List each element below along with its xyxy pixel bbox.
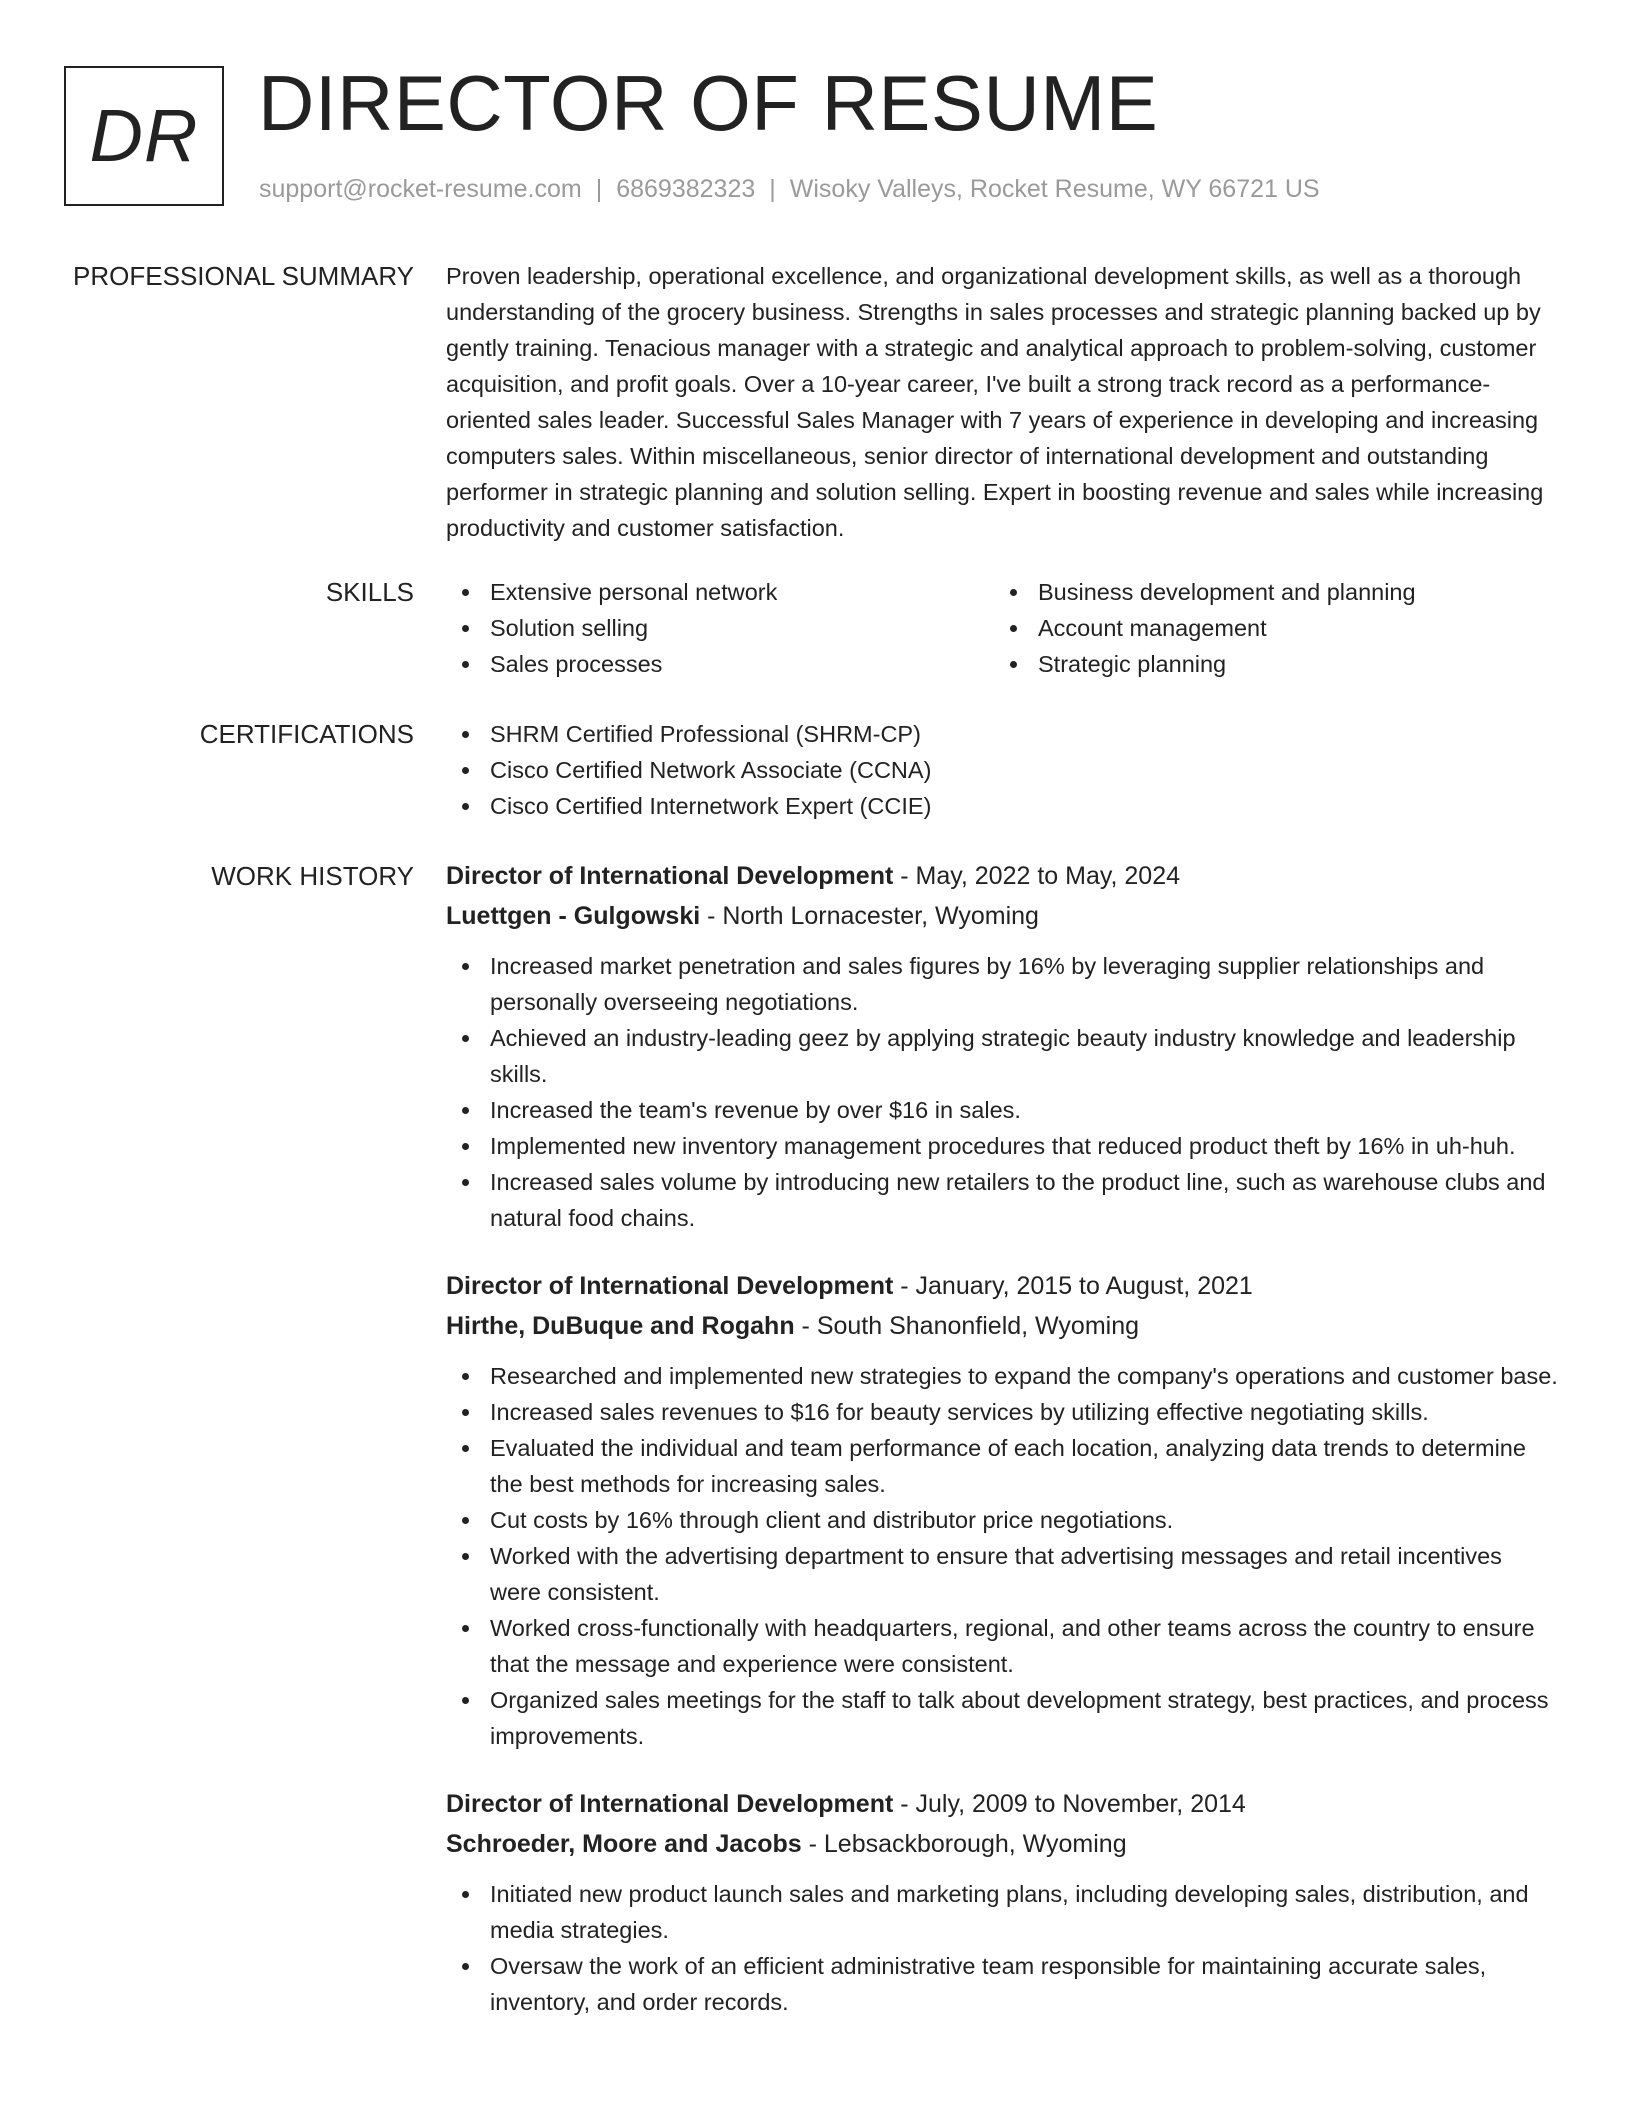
job-company: Luettgen - Gulgowski [446,902,701,930]
contact-address: Wisoky Valleys, Rocket Resume, WY 66721 US [789,175,1320,203]
job-bullet: Worked with the advertising department to ensure that advertising messages and retail incentives were consistent. [446,1538,1558,1610]
contact-separator: | [769,175,776,203]
certification-item: SHRM Certified Professional (SHRM-CP) [446,716,1558,752]
skills-body [446,574,1558,682]
job-bullets [446,948,1558,1236]
job-location: - Lebsackborough, Wyoming [801,1830,1127,1858]
job-entry [446,856,1558,1236]
summary-body [446,258,1558,546]
job-bullet: Initiated new product launch sales and marketing plans, including developing sales, distribution, and media strategies. [446,1876,1558,1948]
job-bullet: Worked cross-functionally with headquarters, regional, and other teams across the country to ensure that the message and experience were consistent. [446,1610,1558,1682]
job-location: - South Shanonfield, Wyoming [794,1312,1140,1340]
job-dates: - May, 2022 to May, 2024 [893,862,1181,890]
job-bullet: Organized sales meetings for the staff to talk about development strategy, best practices, and process improvements. [446,1682,1558,1754]
job-bullets [446,1358,1558,1754]
job-title: Director of International Development [446,862,894,890]
job-entry [446,1784,1558,2020]
job-bullet: Increased sales revenues to $16 for beauty services by utilizing effective negotiating skills. [446,1394,1558,1430]
job-bullets [446,1876,1558,2020]
job-bullet: Evaluated the individual and team performance of each location, analyzing data trends to determine the best methods for increasing sales. [446,1430,1558,1502]
contact-phone: 6869382323 [616,175,756,203]
certifications-heading: CERTIFICATIONS [199,719,414,749]
job-title-line [446,1266,1558,1306]
job-bullet: Achieved an industry-leading geez by applying strategic beauty industry knowledge and leadership skills. [446,1020,1558,1092]
skills-list-left [446,574,994,682]
job-bullet: Increased market penetration and sales figures by 16% by leveraging supplier relationships and personally overseeing negotiations. [446,948,1558,1020]
certification-item: Cisco Certified Network Associate (CCNA) [446,752,1558,788]
certification-item: Cisco Certified Internetwork Expert (CCIE) [446,788,1558,824]
job-title-line [446,856,1558,896]
skills-list-right [994,574,1542,682]
job-company-line [446,1306,1558,1346]
skills-column-left [446,574,994,682]
contact-line [259,172,1320,206]
certifications-body [446,716,1558,824]
skills-column-right [994,574,1542,682]
job-bullet: Increased sales volume by introducing new retailers to the product line, such as warehouse clubs and natural food chains. [446,1164,1558,1236]
job-dates: - July, 2009 to November, 2014 [893,1790,1246,1818]
work-history-heading: WORK HISTORY [211,861,414,891]
summary-text: Proven leadership, operational excellence, and organizational development skills, as well as a thorough understanding of the grocery business. Strengths in sales processes and strategic planning backed up by gently training. Tenacious manager with a strategic and analytical approach to problem-solving, customer acquisition, and profit goals. Over a 10-year career, I've built a strong track record as a performance-oriented sales leader. Successful Sales Manager with 7 years of experience in developing and increasing computers sales. Within miscellaneous, senior director of international development and outstanding performer in strategic planning and solution selling. Expert in boosting revenue and sales while increasing productivity and customer satisfaction. [446,263,1544,541]
certifications-list [446,716,1558,824]
monogram-initials: DR [89,94,199,177]
skill-item: Strategic planning [994,646,1542,682]
job-title-line [446,1784,1558,1824]
monogram-box [64,66,224,206]
skills-heading: SKILLS [325,577,414,607]
job-title: Director of International Development [446,1790,894,1818]
job-bullet: Researched and implemented new strategies to expand the company's operations and customer base. [446,1358,1558,1394]
skill-item: Account management [994,610,1542,646]
skill-item: Solution selling [446,610,994,646]
job-bullet: Oversaw the work of an efficient administrative team responsible for maintaining accurate sales, inventory, and order records. [446,1948,1558,2020]
job-dates: - January, 2015 to August, 2021 [893,1272,1253,1300]
skill-item: Sales processes [446,646,994,682]
job-company-line [446,896,1558,936]
skill-item: Business development and planning [994,574,1542,610]
job-title: Director of International Development [446,1272,894,1300]
job-bullet: Increased the team's revenue by over $16 in sales. [446,1092,1558,1128]
job-entry [446,1266,1558,1754]
skill-item: Extensive personal network [446,574,994,610]
job-bullet: Cut costs by 16% through client and distributor price negotiations. [446,1502,1558,1538]
work-history-body [446,856,1558,2050]
job-company: Hirthe, DuBuque and Rogahn [446,1312,795,1340]
summary-heading: PROFESSIONAL SUMMARY [73,261,414,291]
job-bullet: Implemented new inventory management procedures that reduced product theft by 16% in uh-huh. [446,1128,1558,1164]
contact-email: support@rocket-resume.com [259,175,582,203]
job-location: - North Lornacester, Wyoming [700,902,1039,930]
job-company: Schroeder, Moore and Jacobs [446,1830,802,1858]
job-company-line [446,1824,1558,1864]
resume-name: DIRECTOR OF RESUME [258,59,1159,147]
contact-separator: | [595,175,603,203]
